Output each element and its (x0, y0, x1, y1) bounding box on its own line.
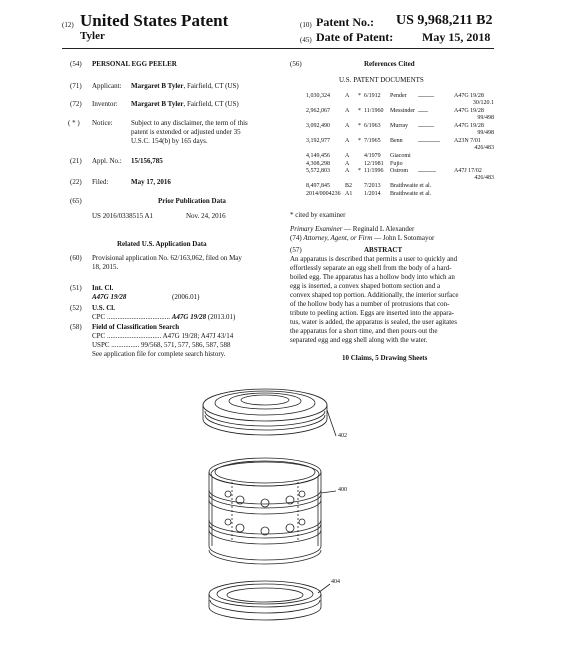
inventor-value: Margaret B Tyler, Fairfield, CT (US) (131, 100, 239, 108)
reference-star: * (358, 168, 361, 174)
abstract-line: of the hollow body has a number of protrusions that con- (290, 300, 450, 308)
applicant-value: Margaret B Tyler, Fairfield, CT (US) (131, 82, 239, 90)
refs-code: (56) (290, 60, 302, 68)
abstract-line: the apparatus for a short time, and then pours out the (290, 327, 438, 335)
reference-kind: A (345, 160, 350, 167)
reference-star: * (358, 138, 361, 144)
filed-date: May 17, 2016 (131, 178, 171, 186)
reference-cls: A47G 19/28 (454, 93, 484, 99)
inventor-surname: Tyler (80, 30, 105, 42)
reference-cls: A47G 19/28 (454, 123, 484, 129)
reference-kind: B2 (345, 183, 353, 189)
abstract-line: An apparatus is described that permits a user to quickly and (290, 255, 458, 263)
reference-date: 11/1960 (364, 108, 384, 114)
reference-name: Murray (390, 123, 408, 129)
reference-name: Messinder (390, 108, 415, 114)
date-code: (45) (300, 36, 312, 44)
field-note: See application file for complete search history. (92, 350, 226, 358)
appl-label: Appl. No.: (92, 157, 122, 165)
reference-class-continued: 30/120.1 (472, 100, 494, 106)
cited-by-examiner: * cited by examiner (290, 211, 346, 219)
intcl-label: Int. Cl. (92, 284, 114, 292)
reference-kind: A (345, 93, 350, 99)
reference-class-continued: 426/483 (474, 175, 494, 181)
reference-name: Ostrom (390, 168, 408, 174)
refs-subheading: U.S. PATENT DOCUMENTS (339, 76, 424, 84)
reference-num: 4,149,456 (306, 153, 330, 159)
filed-label: Filed: (92, 178, 109, 186)
reference-cls: A47G 19/28 (454, 108, 484, 114)
reference-date: 12/1981 (364, 160, 384, 167)
reference-star: * (358, 108, 361, 114)
reference-class-continued: 99/498 (477, 130, 494, 136)
notice-line-1: Subject to any disclaimer, the term of this (131, 119, 248, 127)
reference-num: 3,192,977 (306, 138, 330, 144)
reference-date: 6/1912 (364, 93, 381, 99)
ref-label-404: 404 (331, 579, 340, 585)
field-label: Field of Classification Search (92, 323, 180, 331)
abstract-line: tribute to peeling action. Eggs are inserted into the appara- (290, 309, 455, 317)
reference-name: Fujio (390, 160, 403, 167)
title-code: (54) (70, 60, 82, 68)
reference-date: 4/1979 (364, 153, 381, 159)
prior-pub-heading: Prior Publication Data (158, 197, 226, 205)
hollow-body-figure (209, 458, 321, 564)
reference-num: 1,030,324 (306, 93, 330, 99)
reference-date: 7/1965 (364, 138, 381, 144)
patent-no-code: (10) (300, 21, 312, 29)
reference-kind: A (345, 168, 350, 174)
abstract-heading: ABSTRACT (364, 246, 403, 254)
leader-404 (318, 584, 330, 593)
reference-kind: A1 (345, 190, 353, 197)
field-code: (58) (70, 323, 82, 331)
reference-dots: ................ (418, 123, 434, 129)
intcl-class: A47G 19/28 (92, 293, 127, 301)
uscl-label: U.S. Cl. (92, 304, 115, 312)
field-uspc-line: USPC ................ 99/568, 571, 577, 586, 587, 588 (92, 341, 231, 349)
appl-code: (21) (70, 157, 82, 165)
reference-dots: .......... (418, 108, 428, 114)
reference-date: 7/2013 (364, 183, 381, 189)
appl-number: 15/156,785 (131, 157, 163, 165)
reference-cls: A47J 17/02 (454, 168, 482, 174)
primary-examiner: Primary Examiner — Reginald L Alexander (290, 225, 415, 233)
patent-number: US 9,968,211 B2 (396, 13, 493, 28)
doc-kind-title: United States Patent (80, 11, 229, 30)
inventor-code: (72) (70, 100, 82, 108)
abstract-line: effortlessly separate an egg shell from the body of a hard- (290, 264, 452, 272)
bottom-cap-figure (209, 581, 321, 620)
reference-kind: A (345, 108, 350, 114)
reference-star: * (358, 123, 361, 129)
reference-num: 5,572,803 (306, 168, 330, 174)
reference-name: Braithwaite et al. (390, 183, 432, 189)
prior-pub-number: US 2016/0338515 A1 (92, 212, 154, 220)
reference-name: Pender (390, 93, 407, 99)
reference-cls: A23N 7/01 (454, 138, 481, 144)
reference-kind: A (345, 138, 350, 144)
field-cpc-line: CPC ............................... A47G 19/28; A47J 43/14 (92, 332, 234, 340)
notice-label: Notice: (92, 119, 113, 127)
reference-dots: ................ (418, 93, 434, 99)
date-label: Date of Patent: (316, 30, 394, 44)
refs-heading: References Cited (364, 60, 415, 68)
reference-kind: A (345, 123, 350, 129)
attorney-line: (74) Attorney, Agent, or Firm — John L Sotomayor (290, 234, 435, 242)
prior-pub-date: Nov. 24, 2016 (186, 212, 226, 220)
uscl-code: (52) (70, 304, 82, 312)
patent-date: May 15, 2018 (422, 30, 491, 44)
reference-class-continued: 426/483 (474, 145, 494, 151)
leader-400 (321, 491, 336, 493)
doc-kind-code: (12) (62, 21, 74, 29)
abstract-line: separated egg and egg shell along with the water. (290, 336, 428, 344)
abstract-line: tus, water is added, the apparatus is sealed, the user agitates (290, 318, 457, 326)
invention-title: PERSONAL EGG PEELER (92, 60, 177, 68)
reference-date: 11/1996 (364, 168, 384, 174)
reference-num: 2014/0004236 (306, 190, 341, 197)
abstract-code: (57) (290, 246, 302, 254)
notice-line-2: patent is extended or adjusted under 35 (131, 128, 241, 136)
abstract-line: convex shaped top portion. Additionally, the interior surface (290, 291, 459, 299)
reference-date: 1/2014 (364, 190, 381, 197)
intcl-code: (51) (70, 284, 82, 292)
reference-num: 3,092,490 (306, 123, 330, 129)
reference-class-continued: 99/498 (477, 115, 494, 121)
patent-no-label: Patent No.: (316, 15, 374, 29)
prov-code: (60) (70, 254, 82, 262)
applicant-label: Applicant: (92, 82, 122, 90)
prov-line-2: 18, 2015. (92, 263, 119, 271)
top-cap-figure (203, 389, 327, 435)
abstract-line: egg is inserted, a convex shaped bottom section and a (290, 282, 441, 290)
ref-label-400: 400 (338, 487, 347, 493)
reference-dots: .................. (418, 168, 436, 174)
ref-label-402: 402 (338, 433, 347, 439)
notice-line-3: U.S.C. 154(b) by 165 days. (131, 137, 208, 145)
notice-code: ( * ) (68, 119, 80, 127)
reference-dots: ...................... (418, 138, 440, 144)
prov-line-1: Provisional application No. 62/163,062, filed on May (92, 254, 242, 262)
prior-code: (65) (70, 197, 82, 205)
reference-name: Braithwaite et al. (390, 190, 432, 197)
leader-402 (327, 410, 336, 436)
abstract-line: boiled egg. The apparatus has a hollow body into which an (290, 273, 455, 281)
claims-summary: 10 Claims, 5 Drawing Sheets (342, 354, 428, 362)
reference-kind: A (345, 153, 350, 159)
reference-name: Giacomi (390, 153, 411, 159)
reference-num: 4,308,298 (306, 160, 330, 167)
cpc-line: CPC .................................... A47G 19/28 (2013.01) (92, 313, 236, 321)
reference-date: 6/1963 (364, 123, 381, 129)
related-heading: Related U.S. Application Data (117, 240, 207, 248)
inventor-label: Inventor: (92, 100, 118, 108)
reference-num: 8,497,845 (306, 183, 330, 189)
filed-code: (22) (70, 178, 82, 186)
intcl-year: (2006.01) (172, 293, 200, 301)
reference-name: Benn (390, 138, 403, 144)
reference-star: * (358, 93, 361, 99)
applicant-code: (71) (70, 82, 82, 90)
reference-num: 2,962,067 (306, 108, 330, 114)
